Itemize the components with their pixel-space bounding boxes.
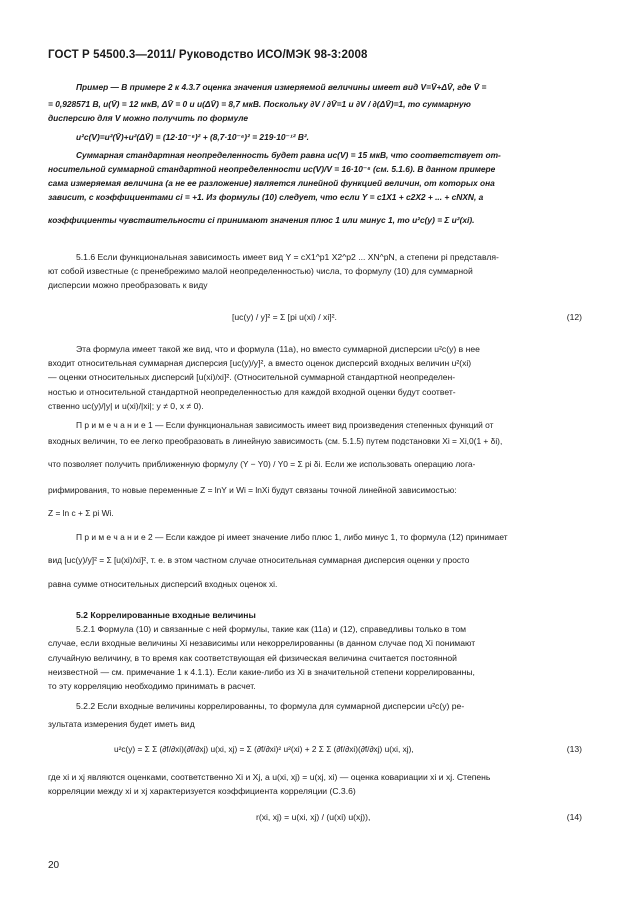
example-line-7: зависит, с коэффициентами ci = +1. Из формулы (10) следует, что если Y = c1X1 + c2X2 + ... + cNXN, а [48,192,484,203]
section-5-2-2-explanation [48,770,582,798]
note-1-line-3: что позволяет получить приближенную формулу (Y − Y0) / Y0 = Σ pi δi. Если же использовать операцию лога- [48,459,476,469]
example-line-1: Пример — В примере 2 к 4.3.7 оценка значения измеряемой величины имеет вид V=V̄+ΔV̄, где V̄ = [76,82,487,92]
section-5-1-6 [48,250,582,293]
section-5-1-6-explanation [48,342,582,413]
s522-line-1: 5.2.2 Если входные величины коррелированны, то формула для суммарной дисперсии u²c(y) ре- [76,701,465,712]
note-2-line-2: вид [uc(y)/y]² = Σ [u(xi)/xi]², т. е. в этом частном случае относительная суммарная дисперсия оценки y просто [48,555,470,565]
note-1-line-2: входных величин, то ее легко преобразовать в линейную зависимость (см. 5.1.5) путем подстановки Xi = Xi,0(1 + δi), [48,435,503,446]
eqno-14: (14) [566,812,582,822]
s521-line-3: случайную величину, в то время как соответствующая ей физическая величина считается постоянной [48,652,457,663]
document-header: ГОСТ Р 54500.3—2011/ Руководство ИСО/МЭК 98-3:2008 [48,49,368,61]
example-line-3: дисперсию для V можно получить по формуле [48,113,249,124]
formula-13: u²c(y) = Σ Σ (∂f/∂xi)(∂f/∂xj) u(xi, xj) = Σ (∂f/∂xi)² u²(xi) + 2 Σ Σ (∂f/∂xi)(∂f/∂xj) u(xi, xj), [114,744,414,754]
s522-line-2: зультата измерения будет иметь вид [48,719,195,730]
note-1-line-1: П р и м е ч а н и е 1 — Если функциональная зависимость имеет вид произведения степенных функций от [76,420,494,430]
s516-p2-line-3: — оценки относительных дисперсий [u(xi)/xi]². (Относительной суммарной стандартной неопределен- [48,372,456,383]
s516-line-2: ют собой известные (с пренебрежимо малой неопределенностью) числа, то формулу (10) для суммарной [48,266,473,277]
example-line-8: коэффициенты чувствительности ci принимают значения плюс 1 или минус 1, то u²c(y) = Σ u²(xi). [48,214,475,225]
eqno-13: (13) [566,744,582,754]
s521-line-4: неизвестной — см. примечание 1 к 4.1.1). Если какие-либо из Xi в значительной степени коррелированны, [48,666,475,677]
example-line-5: носительной суммарной стандартной неопределенности uc(V)/V = 16·10⁻⁶ (см. 5.1.6). В данном примере [48,164,496,175]
section-5-2-title: 5.2 Коррелированные входные величины [76,610,256,620]
s516-line-3: дисперсии можно преобразовать к виду [48,280,208,291]
s516-p2-line-1: Эта формула имеет такой же вид, что и формула (11а), но вместо суммарной дисперсии u²c(y) в нее [76,344,480,354]
example-line-4: Суммарная стандартная неопределенность будет равна uc(V) = 15 мкВ, что соответствует от- [76,149,501,160]
section-5-2 [48,608,582,732]
s522-p3-line-2: корреляции между xi и xj характеризуется коэффициента корреляции (С.3.6) [48,786,356,797]
note-1-line-4: рифмирования, то новые переменные Z = lnY и Wi = lnXi будут связаны точной линейной зависимостью: [48,484,457,495]
example-line-6: сама измеряемая величина (а не ее разложение) является линейной функцией величин, от которых она [48,178,495,189]
example-formula: u²c(V)=u²(V̄)+u²(ΔV̄) = (12·10⁻⁶)² + (8,7·10⁻⁶)² = 219·10⁻¹² В². [76,131,309,142]
example-block [48,80,582,227]
s521-line-1: 5.2.1 Формула (10) и связанные с ней формулы, такие как (11а) и (12), справедливы только в том [76,624,467,635]
s516-line-1: 5.1.6 Если функциональная зависимость имеет вид Y = cX1^p1 X2^p2 ... XN^pN, а степени pi представля- [76,252,499,262]
s516-p2-line-4: ностью и относительной стандартной неопределенностью для каждой входной оценки будут соответ- [48,386,456,397]
s516-p2-line-5: ственно uc(y)/|y| и u(xi)/|xi|; y ≠ 0, x ≠ 0). [48,400,204,411]
notes-block [48,418,582,592]
s521-line-5: то эту корреляцию необходимо принимать в расчет. [48,681,256,692]
s516-p2-line-2: входит относительная суммарная дисперсия [uc(y)/y]², а вместо оценок дисперсий входных величин u²(xi) [48,358,472,369]
formula-14: r(xi, xj) = u(xi, xj) / (u(xi) u(xj)), [256,812,371,822]
note-1-line-5: Z = ln c + Σ pi Wi. [48,508,114,518]
note-2-line-3: равна сумме относительных дисперсий входных оценок xi. [48,578,278,589]
s522-p3-line-1: где xi и xj являются оценками, соответственно Xi и Xj, а u(xi, xj) = u(xj, xi) — оценка ковариации xi и xj. Степень [48,772,491,782]
s521-line-2: случае, если входные величины Xi независимы или некоррелированны (в данном случае под Xi понимают [48,638,476,649]
note-2-line-1: П р и м е ч а н и е 2 — Если каждое pi имеет значение либо плюс 1, либо минус 1, то формула (12) принимает [76,531,508,542]
page-number: 20 [48,860,60,871]
formula-12: [uc(y) / y]² = Σ [pi u(xi) / xi]². [232,312,337,322]
eqno-12: (12) [566,312,582,322]
example-line-2: = 0,928571 В, u(V̄) = 12 мкВ, ΔV̄ = 0 и u(ΔV̄) = 8,7 мкВ. Поскольку ∂V / ∂V̄=1 и ∂V / ∂(ΔV̄)=1, то суммарную [48,99,471,110]
